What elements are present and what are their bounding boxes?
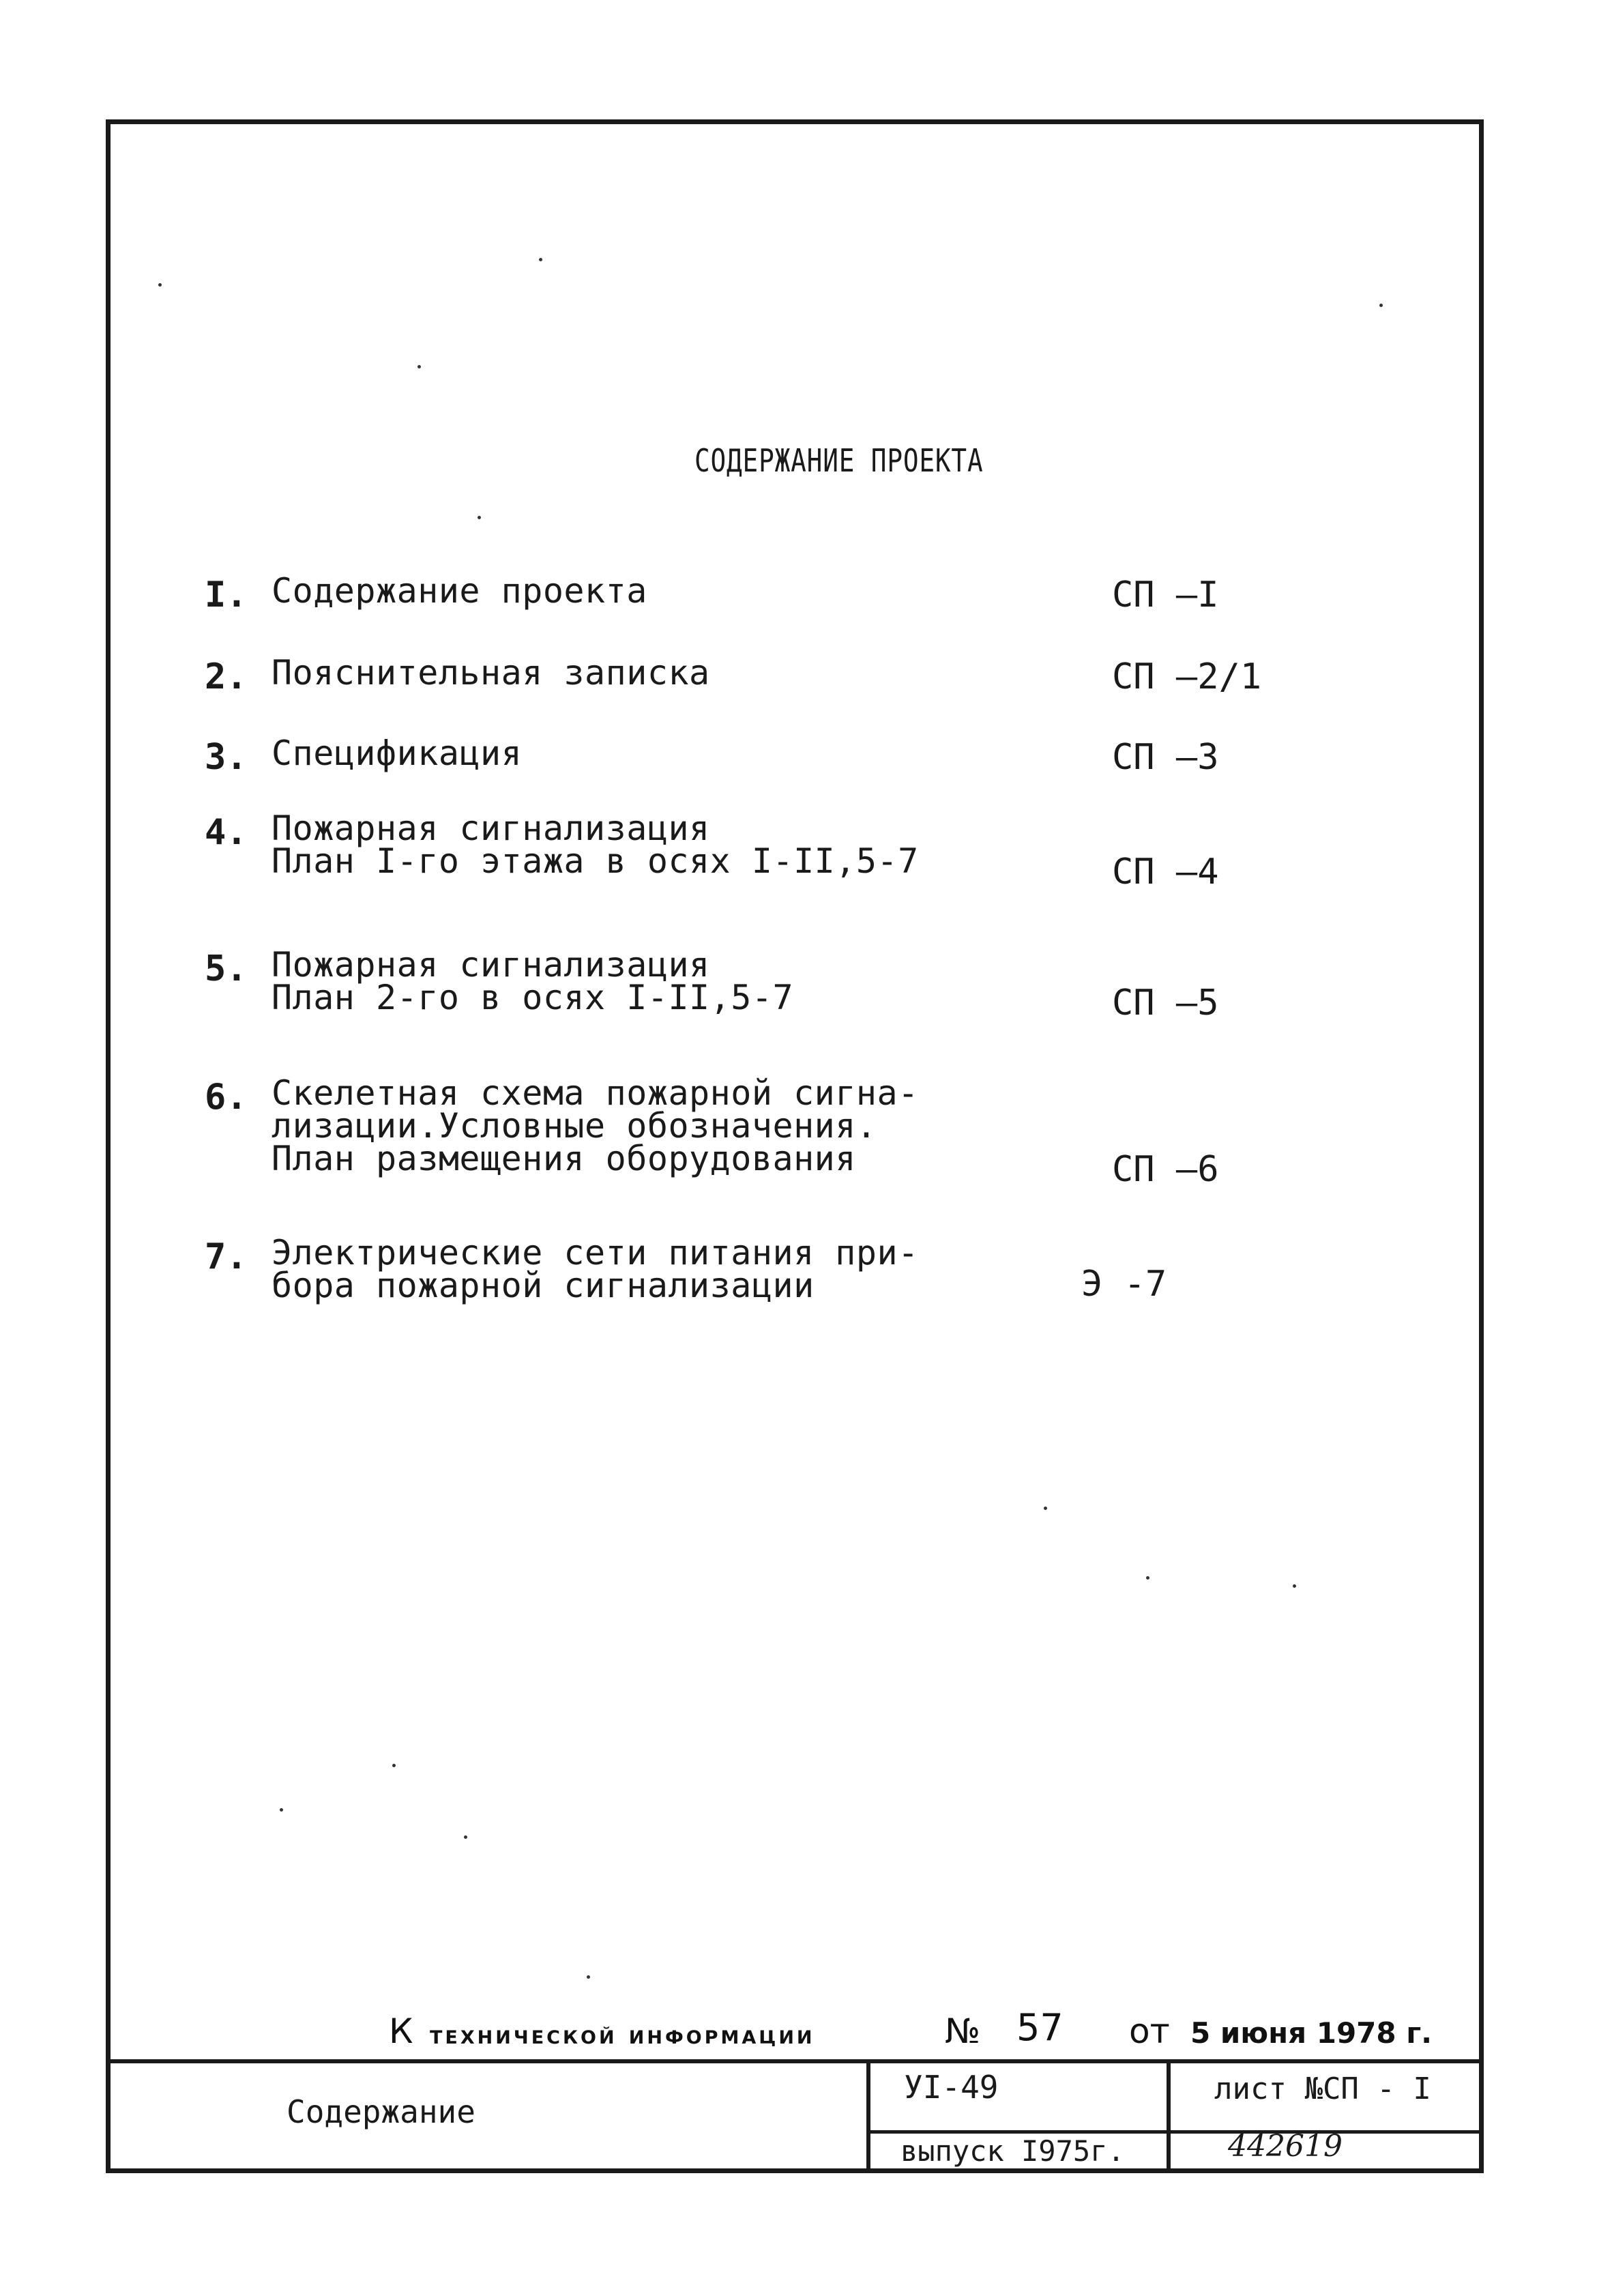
title-block-top-border (106, 2059, 1484, 2063)
toc-item-text: Спецификация (272, 733, 523, 773)
toc-item-text: Скелетная схема пожарной сигна- лизации.Условные обозначения. План размещения оборудования (272, 1073, 919, 1178)
scan-speck (478, 516, 481, 519)
toc-item-text: Пожарная сигнализация План I-го этажа в осях I-II,5-7 (272, 809, 919, 881)
title-block-issue: выпуск I975г. (900, 2134, 1125, 2168)
title-block-series: УI-49 (904, 2069, 999, 2106)
document-title: СОДЕРЖАНИЕ ПРОЕКТА (694, 442, 984, 479)
toc-item-code: СП –4 (1112, 852, 1219, 892)
scan-speck (158, 283, 162, 287)
scan-speck (392, 1764, 396, 1767)
title-block-inventory: 442619 (1228, 2129, 1343, 2164)
tech-info-number: 57 (1016, 2006, 1064, 2049)
toc-item-code: СП –2/1 (1112, 656, 1262, 697)
scan-speck (1293, 1584, 1296, 1588)
toc-item-number: 7. (205, 1236, 248, 1277)
toc-item-text: Электрические сети питания при- бора пожарной сигнализации (272, 1233, 919, 1305)
toc-item-code: Э -7 (1081, 1264, 1167, 1305)
scan-speck (280, 1808, 283, 1812)
title-block-name: Содержание (287, 2093, 475, 2130)
tech-info-from: от (1129, 2011, 1170, 2051)
toc-item-number: 4. (205, 812, 248, 853)
toc-item-number: 5. (205, 948, 248, 989)
toc-item-code: СП –I (1112, 575, 1219, 615)
scan-speck (417, 365, 421, 368)
tech-info-label: технической информации (430, 2020, 815, 2050)
scan-speck (1044, 1507, 1047, 1510)
scan-speck (539, 258, 542, 261)
toc-item-number: 3. (205, 737, 248, 778)
scan-speck (464, 1835, 467, 1839)
scan-speck (1379, 304, 1383, 307)
tech-info-prefix: К (389, 2011, 413, 2051)
toc-item-number: I. (205, 575, 248, 615)
scan-speck (587, 1975, 590, 1979)
title-block-divider-left (866, 2059, 870, 2172)
tech-info-number-sign: № (945, 2011, 981, 2051)
toc-item-number: 6. (205, 1077, 248, 1118)
toc-item-text: Пожарная сигнализация План 2-го в осях I-II,5-7 (272, 945, 794, 1017)
title-block-inner-border (866, 2130, 1484, 2134)
title-block-sheet: лист №СП - I (1214, 2072, 1431, 2106)
toc-item-code: СП –3 (1112, 737, 1219, 778)
toc-item-text: Содержание проекта (272, 571, 647, 611)
toc-item-number: 2. (205, 656, 248, 697)
toc-item-code: СП –6 (1112, 1149, 1219, 1190)
scan-speck (1146, 1576, 1149, 1580)
tech-info-date: 5 июня 1978 г. (1190, 2016, 1433, 2050)
title-block-divider-right (1167, 2059, 1171, 2172)
toc-item-text: Пояснительная записка (272, 653, 710, 693)
toc-item-code: СП –5 (1112, 983, 1219, 1023)
